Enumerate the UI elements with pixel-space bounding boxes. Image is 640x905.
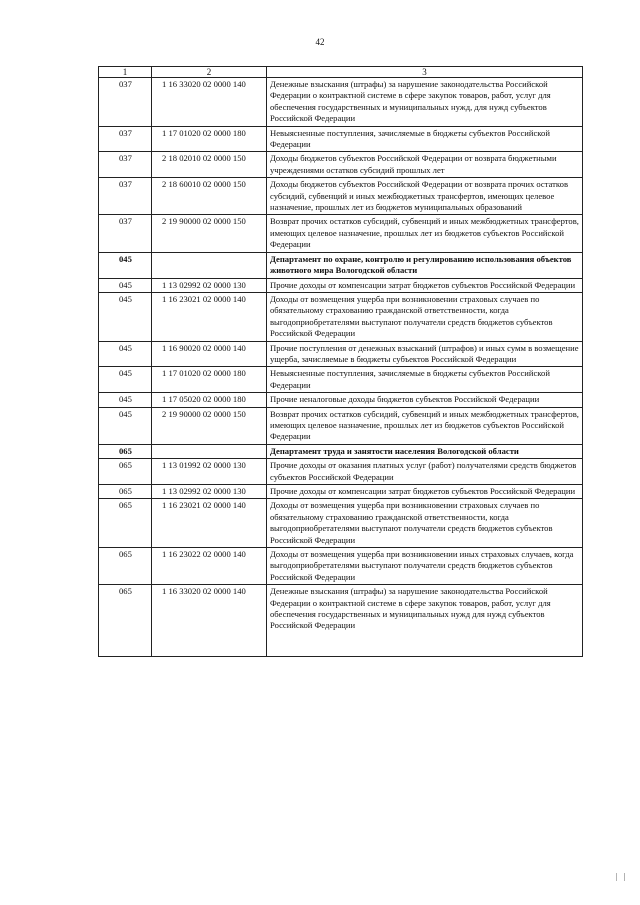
description-cell: Прочие поступления от денежных взысканий (штрафов) и иных сумм в возмещение ущерба, зачисляемые в бюджеты субъектов Российской Федерации bbox=[267, 341, 583, 367]
page-number: 42 bbox=[315, 37, 325, 47]
revenue-code-cell: 1 13 02992 02 0000 130 bbox=[152, 278, 267, 292]
admin-code-cell: 045 bbox=[99, 341, 152, 367]
revenue-code-cell: 1 16 23021 02 0000 140 bbox=[152, 499, 267, 548]
revenue-code-cell: 2 18 60010 02 0000 150 bbox=[152, 178, 267, 215]
admin-code-cell: 037 bbox=[99, 126, 152, 152]
admin-code-cell: 045 bbox=[99, 407, 152, 444]
description-cell: Возврат прочих остатков субсидий, субвенций и иных межбюджетных трансфертов, имеющих целевое назначение, прошлых лет из бюджетов субъектов Российской Федерации bbox=[267, 407, 583, 444]
description-cell: Доходы бюджетов субъектов Российской Федерации от возврата бюджетными учреждениями остатков субсидий прошлых лет bbox=[267, 152, 583, 178]
table-row bbox=[99, 341, 583, 367]
description-cell: Прочие доходы от оказания платных услуг (работ) получателями средств бюджетов субъектов Российской Федерации bbox=[267, 459, 583, 485]
description-cell: Прочие неналоговые доходы бюджетов субъектов Российской Федерации bbox=[267, 393, 583, 407]
revenue-code-cell: 1 16 33020 02 0000 140 bbox=[152, 585, 267, 657]
table-row bbox=[99, 278, 583, 292]
admin-code-cell: 065 bbox=[99, 499, 152, 548]
table-row bbox=[99, 152, 583, 178]
table-row bbox=[99, 585, 583, 657]
table-row bbox=[99, 178, 583, 215]
description-cell: Департамент труда и занятости населения Вологодской области bbox=[267, 444, 583, 458]
revenue-code-cell: 2 18 02010 02 0000 150 bbox=[152, 152, 267, 178]
revenue-code-cell: 1 16 23022 02 0000 140 bbox=[152, 548, 267, 585]
table-row bbox=[99, 292, 583, 341]
admin-code-cell: 065 bbox=[99, 485, 152, 499]
admin-code-cell: 065 bbox=[99, 444, 152, 458]
table-row bbox=[99, 126, 583, 152]
admin-code-cell: 065 bbox=[99, 585, 152, 657]
department-row bbox=[99, 252, 583, 278]
description-cell: Доходы от возмещения ущерба при возникновении страховых случаев по обязательному страхованию гражданской ответственности, когда выгодоприобретателями выступают получатели средств бюджетов субъектов Российской Федерации bbox=[267, 292, 583, 341]
revenue-code-cell: 1 17 01020 02 0000 180 bbox=[152, 126, 267, 152]
revenue-code-cell: 2 19 90000 02 0000 150 bbox=[152, 407, 267, 444]
revenue-code-cell: 1 16 23021 02 0000 140 bbox=[152, 292, 267, 341]
description-cell: Прочие доходы от компенсации затрат бюджетов субъектов Российской Федерации bbox=[267, 485, 583, 499]
table-row bbox=[99, 485, 583, 499]
revenue-code-cell bbox=[152, 252, 267, 278]
revenue-code-cell: 2 19 90000 02 0000 150 bbox=[152, 215, 267, 252]
admin-code-cell: 065 bbox=[99, 548, 152, 585]
description-cell: Департамент по охране, контролю и регулированию использования объектов животного мира Вологодской области bbox=[267, 252, 583, 278]
margin-mark: | | bbox=[616, 872, 628, 881]
description-cell: Денежные взыскания (штрафы) за нарушение законодательства Российской Федерации о контрактной системе в сфере закупок товаров, работ, услуг для обеспечения государственных и муниципальных нужд для нужд субъектов Российской Федерации bbox=[267, 585, 583, 657]
table-row bbox=[99, 407, 583, 444]
revenue-code-cell: 1 13 01992 02 0000 130 bbox=[152, 459, 267, 485]
admin-code-cell: 037 bbox=[99, 78, 152, 127]
description-cell: Доходы от возмещения ущерба при возникновении иных страховых случаев, когда выгодоприобретателями выступают получатели средств бюджетов субъектов Российской Федерации bbox=[267, 548, 583, 585]
admin-code-cell: 037 bbox=[99, 215, 152, 252]
revenue-code-cell: 1 17 01020 02 0000 180 bbox=[152, 367, 267, 393]
revenue-classification-table bbox=[98, 66, 583, 657]
admin-code-cell: 065 bbox=[99, 459, 152, 485]
table-row bbox=[99, 459, 583, 485]
description-cell: Возврат прочих остатков субсидий, субвенций и иных межбюджетных трансфертов, имеющих целевое назначение, прошлых лет из бюджетов субъектов Российской Федерации bbox=[267, 215, 583, 252]
table-row bbox=[99, 393, 583, 407]
table-row bbox=[99, 367, 583, 393]
revenue-code-cell: 1 16 90020 02 0000 140 bbox=[152, 341, 267, 367]
table-row bbox=[99, 548, 583, 585]
admin-code-cell: 045 bbox=[99, 393, 152, 407]
description-cell: Доходы бюджетов субъектов Российской Федерации от возврата прочих остатков субсидий, субвенций и иных межбюджетных трансфертов, имеющих целевое назначение, прошлых лет из бюджетов муниципальных образований bbox=[267, 178, 583, 215]
description-cell: Прочие доходы от компенсации затрат бюджетов субъектов Российской Федерации bbox=[267, 278, 583, 292]
admin-code-cell: 037 bbox=[99, 178, 152, 215]
table-header-row bbox=[99, 67, 583, 78]
revenue-code-cell: 1 13 02992 02 0000 130 bbox=[152, 485, 267, 499]
admin-code-cell: 045 bbox=[99, 292, 152, 341]
column-header-3: 3 bbox=[267, 67, 583, 78]
description-cell: Денежные взыскания (штрафы) за нарушение законодательства Российской Федерации о контрактной системе в сфере закупок товаров, работ, услуг для обеспечения государственных и муниципальных нужд, для нужд субъектов Российской Федерации bbox=[267, 78, 583, 127]
column-header-2: 2 bbox=[152, 67, 267, 78]
admin-code-cell: 045 bbox=[99, 252, 152, 278]
revenue-code-cell bbox=[152, 444, 267, 458]
table-row bbox=[99, 499, 583, 548]
description-cell: Невыясненные поступления, зачисляемые в бюджеты субъектов Российской Федерации bbox=[267, 367, 583, 393]
admin-code-cell: 037 bbox=[99, 152, 152, 178]
description-cell: Невыясненные поступления, зачисляемые в бюджеты субъектов Российской Федерации bbox=[267, 126, 583, 152]
table-row bbox=[99, 215, 583, 252]
table-row bbox=[99, 78, 583, 127]
admin-code-cell: 045 bbox=[99, 367, 152, 393]
admin-code-cell: 045 bbox=[99, 278, 152, 292]
revenue-code-cell: 1 16 33020 02 0000 140 bbox=[152, 78, 267, 127]
department-row bbox=[99, 444, 583, 458]
description-cell: Доходы от возмещения ущерба при возникновении страховых случаев по обязательному страхованию гражданской ответственности, когда выгодоприобретателями выступают получатели средств бюджетов субъектов Российской Федерации bbox=[267, 499, 583, 548]
revenue-code-cell: 1 17 05020 02 0000 180 bbox=[152, 393, 267, 407]
column-header-1: 1 bbox=[99, 67, 152, 78]
